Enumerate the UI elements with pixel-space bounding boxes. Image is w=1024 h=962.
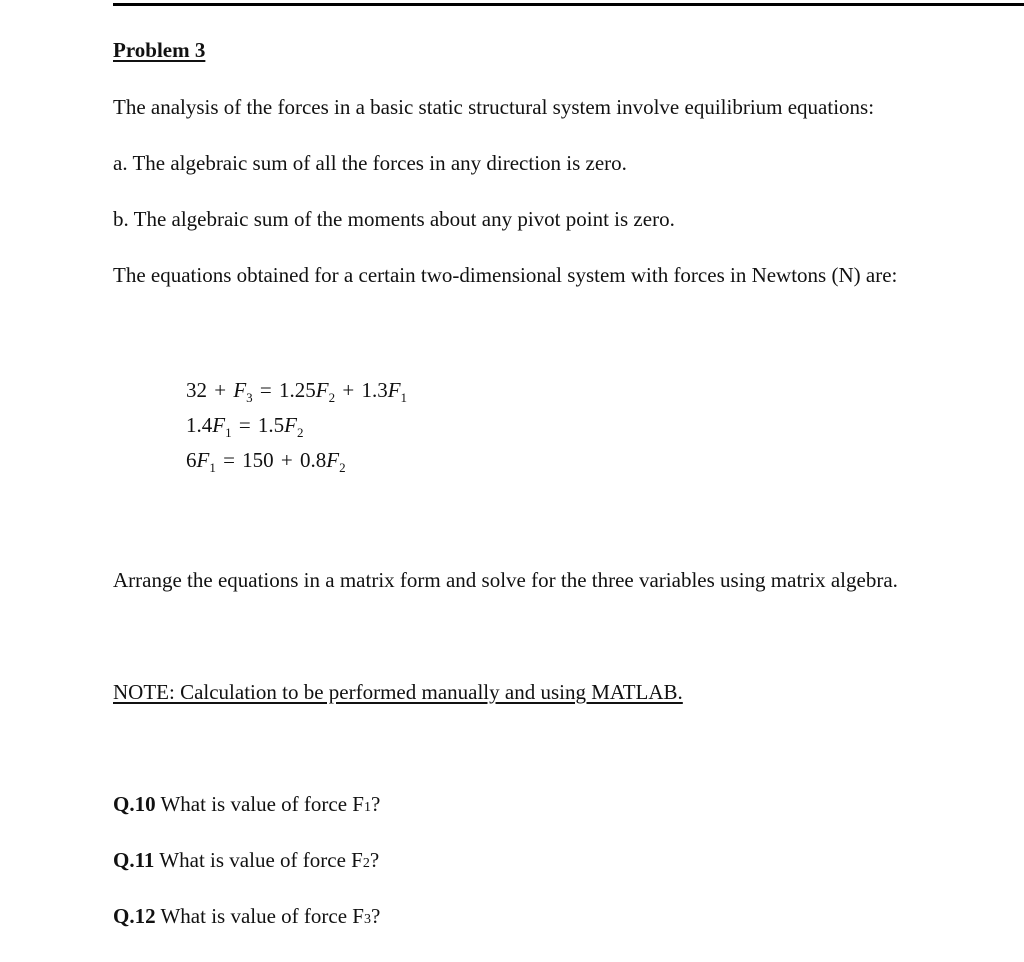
question-subscript: 1 [363,800,371,815]
question-number: Q.11 [113,848,155,872]
item-b: b. The algebraic sum of the moments about any pivot point is zero. [113,207,675,231]
eq1-sub-1: 1 [400,390,408,405]
eq1-var-f1: F [387,378,401,402]
question-mark: ? [370,792,381,816]
eq3-sub-1: 1 [209,460,216,475]
question-text: What is value of force F [154,848,363,872]
eq2-var-f2: F [284,413,297,437]
question-11 [113,847,379,877]
eq3-sub-2: 2 [339,460,346,475]
eq1-var-f3: F [233,378,247,402]
eq1-equals: = [259,378,272,402]
eq1-constant: 32 [186,378,207,402]
eq3-plus: + [280,448,293,472]
eq3-equals: = [223,448,235,472]
eq2-coef-f1: 1.4 [186,413,213,437]
eq3-coef-f1: 6 [186,448,197,472]
eq2-coef-f2: 1.5 [257,413,285,437]
eq2-equals: = [238,413,251,437]
eq3-var-f2: F [326,448,340,472]
question-12 [113,903,380,933]
equation-3 [186,443,407,478]
question-subscript: 2 [362,856,370,871]
eq3-coef-f2: 0.8 [300,448,327,472]
eq3-var-f1: F [196,448,210,472]
eq2-var-f1: F [212,413,226,437]
eq1-coef-f1: 1.3 [361,378,388,402]
item-a: a. The algebraic sum of all the forces in any direction is zero. [113,151,627,175]
eq3-constant: 150 [242,448,274,472]
question-subscript: 3 [363,912,371,927]
eq2-sub-1: 1 [225,425,232,440]
eq1-sub-2: 2 [328,390,336,405]
eq2-sub-2: 2 [297,425,304,440]
equation-2 [186,408,407,443]
problem-title: Problem 3 [113,38,206,62]
intro-paragraph: The analysis of the forces in a basic static structural system involve equilibrium equations: [113,95,875,119]
question-number: Q.12 [113,904,156,928]
question-mark: ? [369,848,380,872]
eq1-coef-f2: 1.25 [279,378,316,402]
question-10 [113,791,380,821]
question-text: What is value of force F [155,792,364,816]
equation-block [186,373,407,478]
equation-1 [186,373,407,408]
note-paragraph: NOTE: Calculation to be performed manually and using MATLAB. [113,680,683,704]
instruction-paragraph: Arrange the equations in a matrix form and solve for the three variables using matrix algebra. [113,568,898,592]
eq1-var-f2: F [315,378,329,402]
equations-intro: The equations obtained for a certain two-dimensional system with forces in Newtons (N) are: [113,263,898,287]
top-rule [113,3,1024,6]
eq1-plus-2: + [342,378,355,402]
question-text: What is value of force F [155,904,364,928]
eq1-sub-3: 3 [246,390,253,405]
eq1-plus: + [214,378,227,402]
question-number: Q.10 [113,792,156,816]
question-mark: ? [370,904,381,928]
